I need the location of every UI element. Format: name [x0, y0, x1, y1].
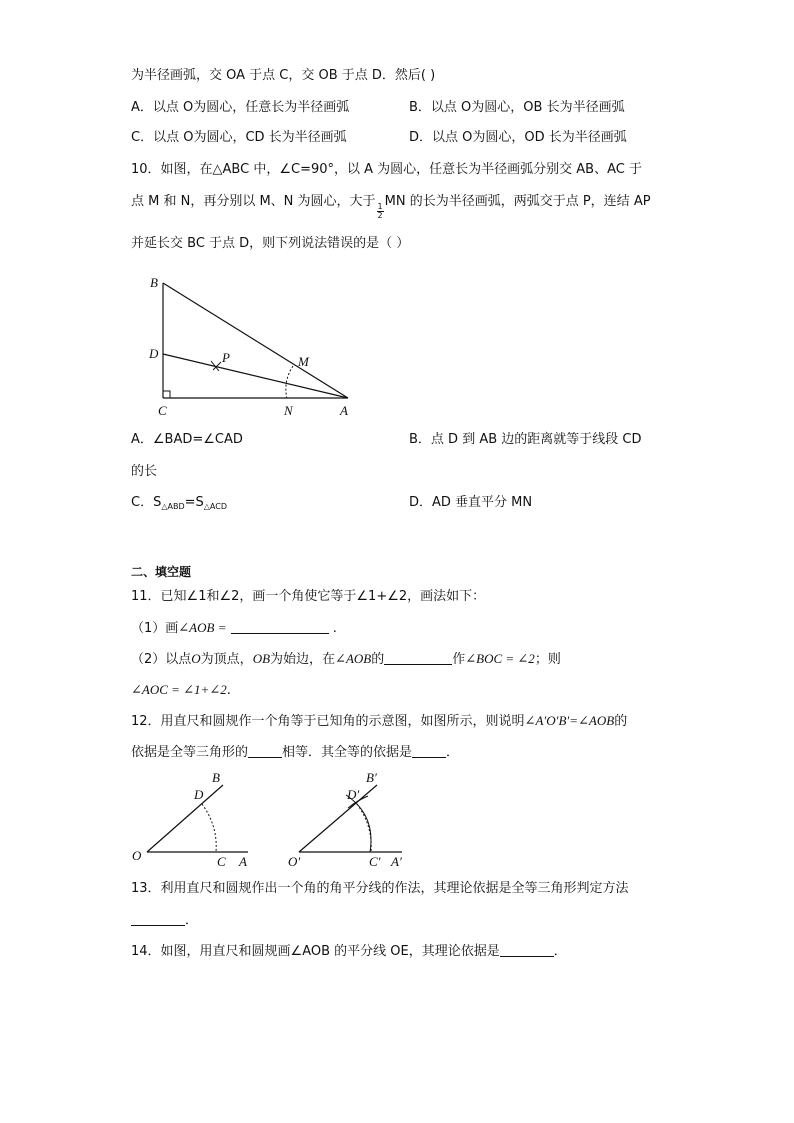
fig1-label-o: O: [132, 848, 142, 863]
fig2-label-c: C′: [369, 854, 381, 869]
label-n: N: [284, 403, 293, 418]
q12-line2-start: 依据是全等三角形的: [131, 745, 249, 760]
fig1-label-a: A: [239, 854, 247, 869]
label-p: P: [222, 350, 230, 365]
fig1-label-d: D: [194, 787, 204, 802]
q10-option-b: B．点 D 到 AB 边的距离就等于线段 CD: [409, 432, 642, 447]
option-c-s1: C．S: [131, 495, 162, 510]
step2-e: 作: [452, 652, 466, 667]
fig2-arc-solid: [346, 795, 371, 852]
step2-o: O: [191, 651, 201, 666]
q13-line1: 13．利用直尺和圆规作出一个角的角平分线的作法，其理论依据是全等三角形判定方法: [131, 881, 629, 896]
q13-line2-end: ．: [185, 913, 199, 928]
fig2-arc-dashed: [357, 804, 371, 852]
fig1-arc: [202, 804, 216, 852]
q10-text-line3: 并延长交 BC 于点 D，则下列说法错误的是（ ）: [131, 236, 410, 251]
q14-line1-end: ．: [553, 944, 567, 959]
section-title: 二、填空题: [131, 565, 192, 579]
step2-c: 为始边，在: [270, 652, 336, 667]
q9-option-b: B．以点 O为圆心，OB 长为半径画弧: [409, 100, 625, 115]
step2-f: ；则: [534, 652, 561, 667]
q13-line2: [131, 911, 198, 930]
fig2-label-a: A′: [391, 854, 402, 869]
step2-boc: ∠BOC = ∠2: [465, 651, 535, 666]
label-d: D: [149, 346, 159, 361]
q9-option-d: D．以点 O为圆心，OD 长为半径画弧: [409, 130, 627, 145]
q14-line1: [131, 942, 567, 961]
q14-blank[interactable]: [500, 942, 554, 957]
fraction-numerator: 1: [377, 202, 383, 211]
q10-text-line1: 10．如图，在△ABC 中，∠C=90°，以 A 为圆心，任意长为半径画弧分别交 AB、AC 于: [131, 162, 642, 177]
fig1-ray-ob: [147, 785, 223, 852]
option-c-sub1: △ABD: [161, 502, 185, 511]
fig1-label-b: B: [212, 770, 220, 785]
q10-option-d: D．AD 垂直平分 MN: [409, 495, 533, 510]
fig2-label-o: O′: [288, 854, 301, 869]
label-c: C: [158, 403, 167, 418]
option-c-eq: =S: [184, 495, 204, 510]
q10-line2-start: 点 M 和 N，再分别以 M、N 为圆心，大于: [131, 194, 376, 209]
label-b: B: [150, 275, 158, 290]
step1-prefix: （1）画: [131, 621, 179, 636]
q13-blank[interactable]: [131, 911, 185, 926]
q9-option-a: A．以点 O为圆心，任意长为半径画弧: [131, 100, 350, 115]
q10-line2-end: MN 的长为半径画弧，两弧交于点 P，连结 AP: [384, 194, 651, 209]
q9-text-tail: 为半径画弧，交 OA 于点 C，交 OB 于点 D．然后( ): [131, 68, 436, 83]
fig1-label-c: C: [217, 854, 226, 869]
q12-line1-end: 的: [614, 714, 628, 729]
q10-option-a: A．∠BAD=∠CAD: [131, 432, 243, 447]
step2-angle: ∠AOB: [335, 651, 372, 666]
q12-line2-mid: 相等．其全等的依据是: [282, 745, 413, 760]
step2-d: 的: [371, 652, 385, 667]
step1-angle: ∠AOB =: [178, 620, 227, 635]
q10-option-b-cont: 的长: [131, 464, 158, 479]
q12-line2-end: ．: [446, 745, 460, 760]
label-a: A: [340, 403, 348, 418]
step3-angle: ∠AOC = ∠1+∠2: [131, 682, 227, 697]
q12-angle-eq: ∠A′O′B′=∠AOB: [524, 713, 615, 728]
fraction-denominator: 2: [377, 211, 383, 220]
option-c-sub2: △ACD: [203, 502, 228, 511]
step2-a: （2）以点: [131, 652, 192, 667]
step2-b: 为顶点，: [200, 652, 253, 667]
step1-period: .: [332, 621, 337, 636]
q11-intro: 11．已知∠1和∠2，画一个角使它等于∠1+∠2，画法如下：: [131, 589, 486, 604]
step2-ob: OB: [252, 651, 271, 666]
fig2-label-b: B′: [366, 770, 377, 785]
fig2-label-d: D′: [347, 787, 360, 802]
q9-option-c: C．以点 O为圆心，CD 长为半径画弧: [131, 130, 347, 145]
label-m: M: [298, 354, 309, 369]
q14-line1-start: 14．如图，用直尺和圆规画∠AOB 的平分线 OE，其理论依据是: [131, 944, 500, 959]
q12-line1-start: 12．用直尺和圆规作一个角等于已知角的示意图，如图所示，则说明: [131, 714, 525, 729]
step3-period: .: [226, 683, 231, 698]
